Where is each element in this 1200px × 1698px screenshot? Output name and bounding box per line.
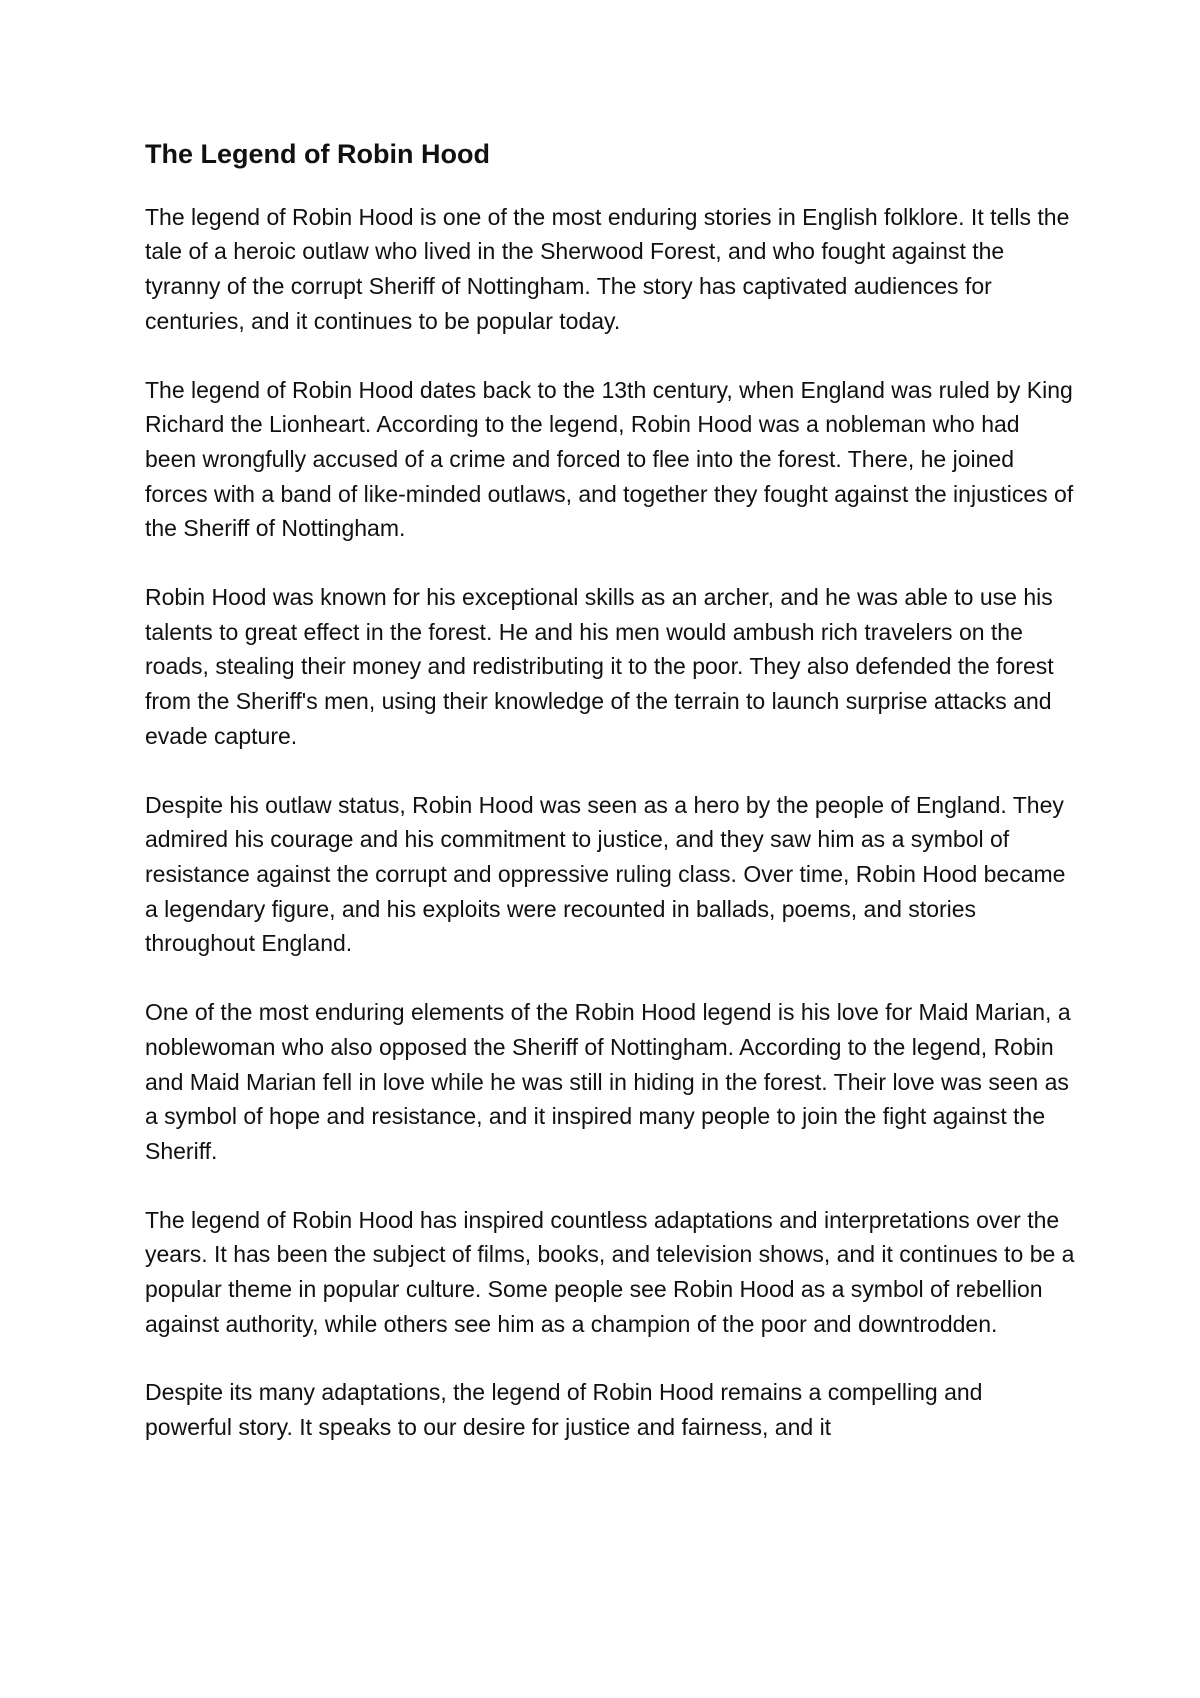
paragraph-5: One of the most enduring elements of the Robin Hood legend is his love for Maid Marian, a noblewoman who also opposed the Sheriff of Nottingham. According to the legend, Robin and Maid Marian fell in love while he was still in hiding in the forest. Their love was seen as a symbol of hope and resistance, and it inspired many people to join the fight against the Sheriff.	[145, 999, 1071, 1164]
paragraph-2: The legend of Robin Hood dates back to the 13th century, when England was ruled by King Richard the Lionheart. According to the legend, Robin Hood was a nobleman who had been wrongfully accused of a crime and forced to flee into the forest. There, he joined forces with a band of like-minded outlaws, and together they fought against the injustices of the Sheriff of Nottingham.	[145, 376, 1074, 542]
paragraph-3: Robin Hood was known for his exceptional skills as an archer, and he was able to use his talents to great effect in the forest. He and his men would ambush rich travelers on the roads, stealing their money and redistributing it to the poor. They also defended the forest from the Sheriff's men, using their knowledge of the terrain to launch surprise attacks and evade capture.	[145, 584, 1054, 749]
paragraph-1: The legend of Robin Hood is one of the most enduring stories in English folklore. It tells the tale of a heroic outlaw who lived in the Sherwood Forest, and who fought against the tyranny of the corrupt Sheriff of Nottingham. The story has captivated audiences for centuries, and it continues to be popular today.	[145, 203, 1070, 334]
document-title: The Legend of Robin Hood	[145, 139, 490, 169]
paragraph-4: Despite his outlaw status, Robin Hood was seen as a hero by the people of England. They admired his courage and his commitment to justice, and they saw him as a symbol of resistance against the corrupt and oppressive ruling class. Over time, Robin Hood became a legendary figure, and his exploits were recounted in ballads, poems, and stories throughout England.	[145, 791, 1066, 957]
paragraph-7: Despite its many adaptations, the legend of Robin Hood remains a compelling and powerful story. It speaks to our desire for justice and fairness, and it	[145, 1379, 983, 1441]
document-body	[145, 138, 1075, 1479]
paragraph-6: The legend of Robin Hood has inspired countless adaptations and interpretations over the years. It has been the subject of films, books, and television shows, and it continues to be a popular theme in popular culture. Some people see Robin Hood as a symbol of rebellion against authority, while others see him as a champion of the poor and downtrodden.	[145, 1206, 1075, 1337]
